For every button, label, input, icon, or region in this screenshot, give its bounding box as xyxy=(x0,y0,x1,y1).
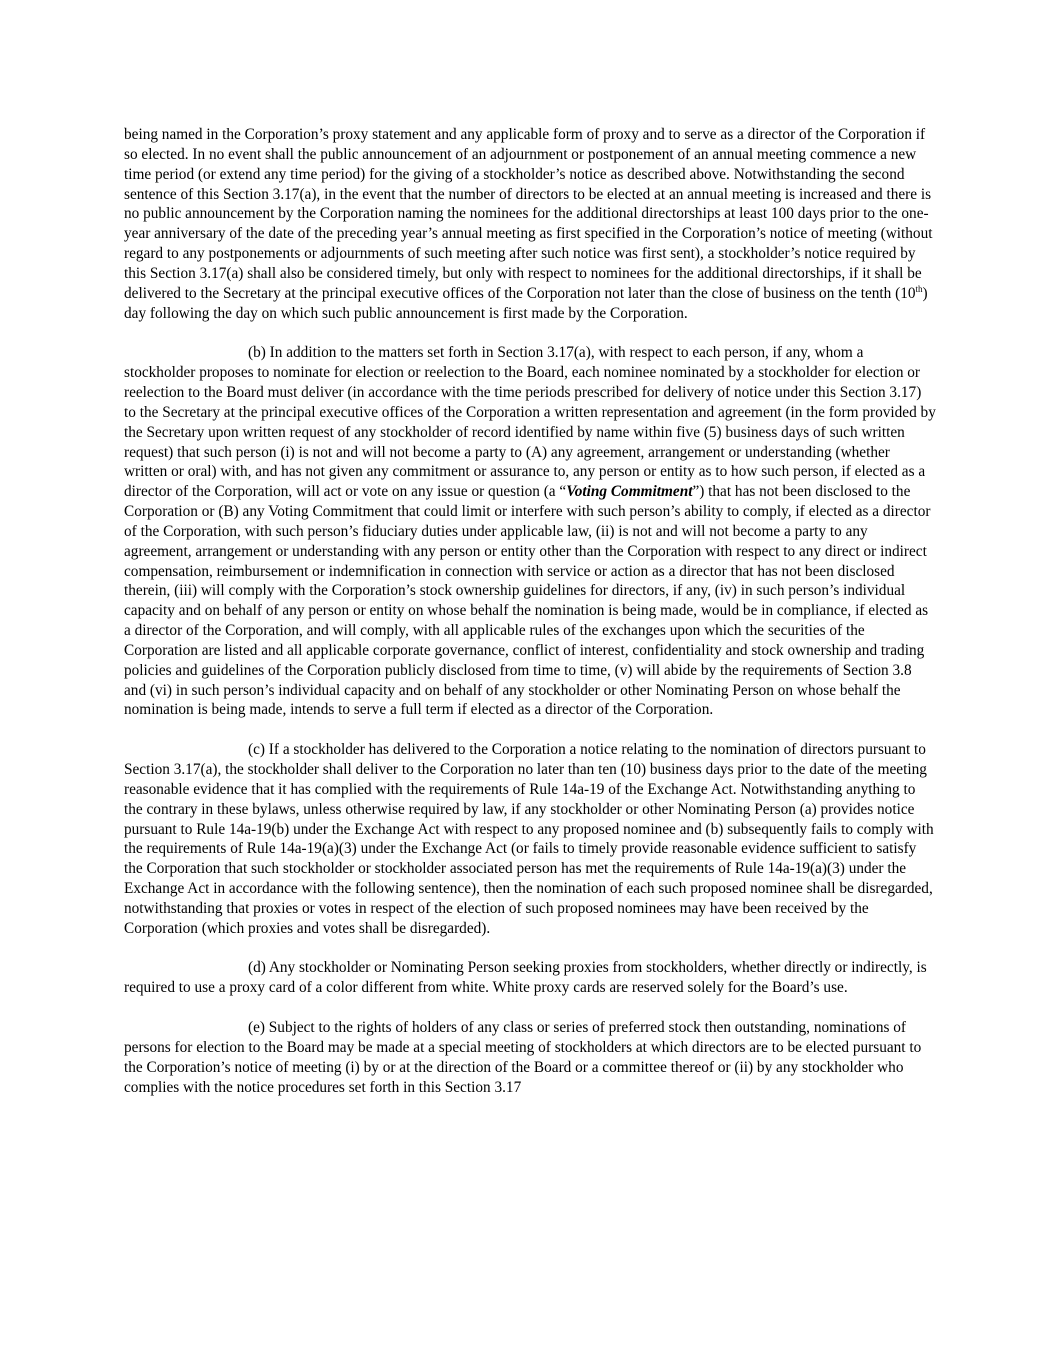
paragraph-e: (e) Subject to the rights of holders of any class or series of preferred stock then outstanding, nominations of persons for election to the Board may be made at a special meeting of stockholders at which directors are to be elected pursuant to the Corporation’s notice of meeting (i) by or at the direction of the Board or a committee thereof or (ii) by any stockholder who complies with the notice procedures set forth in this Section 3.17 xyxy=(124,1018,922,1096)
paragraph-c: (c) If a stockholder has delivered to the Corporation a notice relating to the nomination of directors pursuant to Section 3.17(a), the stockholder shall deliver to the Corporation no later than ten (10) business days prior to the date of the meeting reasonable evidence that it has complied with the requirements of Rule 14a-19 of the Exchange Act. Notwithstanding anything to the contrary in these bylaws, unless otherwise required by law, if any stockholder or other Nominating Person (a) provides notice pursuant to Rule 14a-19(b) under the Exchange Act with respect to any proposed nominee and (b) subsequently fails to comply with the requirements of Rule 14a-19(a)(3) under the Exchange Act (or fails to timely provide reasonable evidence sufficient to satisfy the Corporation that such stockholder or stockholder associated person has met the requirements of Rule 14a-19(a)(3) under the Exchange Act in accordance with the following sentence), then the nomination of each such proposed nominee shall be disregarded, notwithstanding that proxies or votes in respect of the election of such proposed nominees may have been received by the Corporation (which proxies and votes shall be disregarded). xyxy=(124,741,934,937)
paragraph-b xyxy=(124,343,936,720)
defined-term: Voting Commitment xyxy=(566,483,693,501)
ordinal-superscript: th xyxy=(915,283,923,294)
paragraph-text: (b) In addition to the matters set forth in Section 3.17(a), with respect to each person, if any, whom a stockholder proposes to nominate for election or reelection to the Board, each nominee nominated by a stockholder for election or reelection to the Board must deliver (in accordance with the time periods prescribed for delivery of notice under this Section 3.17) to the Secretary at the principal executive offices of the Corporation a written representation and agreement (in the form provided by the Secretary upon written request of any stockholder of record identified by name within five (5) business days of such written request) that such person (i) is not and will not become a party to (A) any agreement, arrangement or understanding (whether written or oral) with, and has not given any commitment or assurance to, any person or entity as to how such person, if elected as a director of the Corporation, will act or vote on any issue or question (a “ xyxy=(124,344,936,501)
document-body xyxy=(124,125,936,1117)
paragraph-text: ”) that has not been disclosed to the Corporation or (B) any Voting Commitment that could limit or interfere with such person’s ability to comply, if elected as a director of the Corporation, with such person’s fiduciary duties under applicable law, (ii) is not and will not become a party to any agreement, arrangement or understanding with any person or entity other than the Corporation with respect to any direct or indirect compensation, reimbursement or indemnification in connection with service or action as a director that has not been disclosed therein, (iii) will comply with the Corporation’s stock ownership guidelines for directors, if any, (iv) in such person’s individual capacity and on behalf of any person or entity on whose behalf the nomination is being made, would be in compliance, if elected as a director of the Corporation, and will comply, with all applicable rules of the exchanges upon which the securities of the Corporation are listed and all applicable corporate governance, conflict of interest, confidentiality and stock ownership and trading policies and guidelines of the Corporation publicly disclosed from time to time, (v) will abide by the requirements of Section 3.8 and (vi) in such person’s individual capacity and on behalf of any stockholder or other Nominating Person on whose behalf the nomination is being made, intends to serve a full term if elected as a director of the Corporation. xyxy=(124,483,931,719)
paragraph-a-continuation xyxy=(124,125,936,323)
paragraph-text: being named in the Corporation’s proxy statement and any applicable form of proxy and to serve as a director of the Corporation if so elected. In no event shall the public announcement of an adjournment or postponement of an annual meeting commence a new time period (or extend any time period) for the giving of a stockholder’s notice as described above. Notwithstanding the second sentence of this Section 3.17(a), in the event that the number of directors to be elected at an annual meeting is increased and there is no public announcement by the Corporation naming the nominees for the additional directorships at least 100 days prior to the one-year anniversary of the date of the preceding year’s annual meeting as first specified in the Corporation’s notice of meeting (without regard to any postponements or adjournments of such meeting after such notice was first sent), a stockholder’s notice required by this Section 3.17(a) shall also be considered timely, but only with respect to nominees for the additional directorships, if it shall be delivered to the Secretary at the principal executive offices of the Corporation not later than the close of business on the tenth (10 xyxy=(124,126,933,302)
paragraph-d: (d) Any stockholder or Nominating Person seeking proxies from stockholders, whether directly or indirectly, is required to use a proxy card of a color different from white. White proxy cards are reserved solely for the Board’s use. xyxy=(124,959,927,997)
paragraph-text: ) day following the day on which such public announcement is first made by the Corporation. xyxy=(124,284,928,322)
